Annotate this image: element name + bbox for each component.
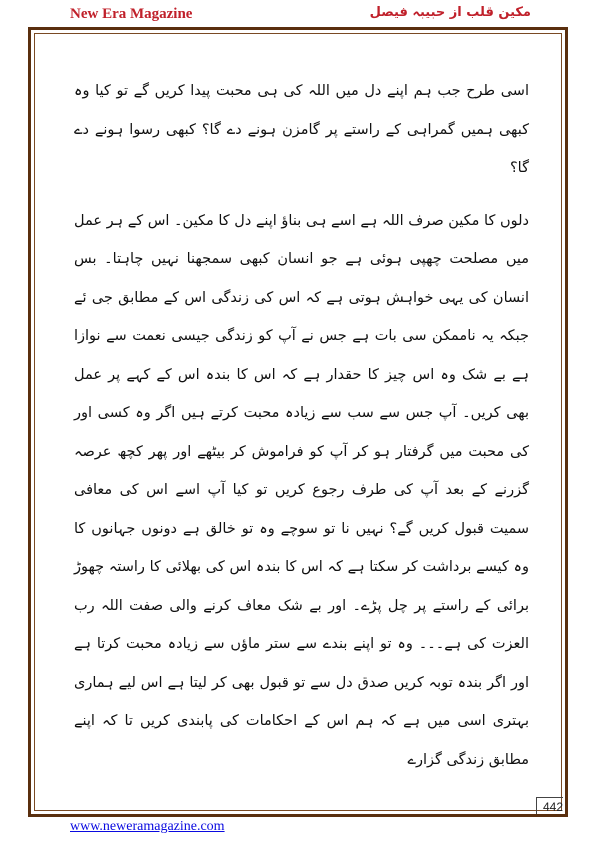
article-body <box>74 72 529 779</box>
story-title: مکین قلب از حبیبہ فیصل <box>369 5 531 20</box>
paragraph-2: دلوں کا مکین صرف اللہ ہے اسے ہی بناؤ اپنے دل کا مکین۔ اس کے ہر عمل میں مصلحت چھپی ہوئی ہے جو انسان کبھی سمجھنا نہیں چاہتا۔ بس انسان کی یہی خواہش ہوتی ہے کہ اس کی زندگی اس کے مطابق جی ئے جبکہ یہ ناممکن سی بات ہے جس نے آپ کو زندگی جیسی نعمت سے نوازا ہے بے شک وہ اس چیز کا حقدار ہے کہ اس کا بندہ اس کے کہے پر عمل بھی کریں۔ آپ جس سے سب سے زیادہ محبت کرتے ہیں اگر وہ کسی اور کی محبت میں گرفتار ہو کر آپ کو فراموش کر بیٹھے اور پھر کچھ عرصہ گزرنے کے بعد آپ کی طرف رجوع کریں تو کیا آپ اسے اس کی معافی سمیت قبول کریں گے؟ نہیں نا تو سوچے وہ تو خالق ہے دونوں جہانوں کا وہ کیسے برداشت کر سکتا ہے کہ اس کا بندہ اس کی بھلائی کا راستہ چھوڑ برائی کے راستے پر چل پڑے۔ اور بے شک معاف کرنے والی صفت اللہ رب العزت کی ہے۔۔۔ وہ تو اپنے بندے سے ستر ماؤں سے زیادہ محبت کرتا ہے اور اگر بندہ توبہ کریں صدق دل سے تو قبول بھی کر لیتا ہے اس لیے ہماری بہتری اسی میں ہے کہ ہم اس کے احکامات کی پابندی کریں تا کہ اپنے مطابق زندگی گزارے <box>73 212 529 768</box>
paragraph-1: اسی طرح جب ہم اپنے دل میں اللہ کی ہی محبت پیدا کریں گے تو کیا وہ کبھی ہمیں گمراہی کے راستے پر گامزن ہونے دے گا؟ کبھی رسوا ہونے دے گا؟ <box>74 83 529 176</box>
page-number: 442 <box>536 797 563 814</box>
magazine-title: New Era Magazine <box>70 6 193 22</box>
website-link[interactable]: www.neweramagazine.com <box>70 819 225 834</box>
